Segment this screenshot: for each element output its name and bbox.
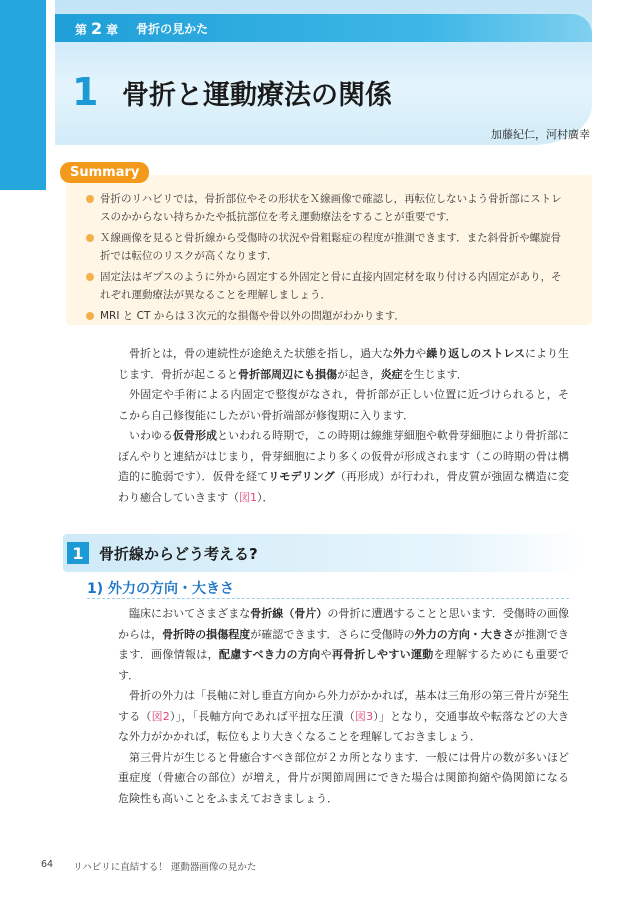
paragraph [118, 686, 569, 748]
bold-term: 骨折部周辺にも損傷 [238, 367, 338, 381]
text-run: が推測できます．画像情報は， [118, 627, 570, 661]
text-run: 臨床においてさまざまな [129, 607, 251, 620]
bold-term: リモデリング [268, 470, 335, 483]
text-run: や [415, 347, 427, 360]
text-run: が確認できます．さらに受傷時の [250, 627, 415, 641]
bullet-icon [86, 195, 94, 203]
subsection-divider [87, 598, 569, 599]
text-run: 骨折の外力は「長軸に対し垂直方向から外力がかかれば，基本は三角形の第三骨片が発生する（ [118, 689, 569, 723]
section-heading-title: 骨折線からどう考える? [99, 544, 258, 563]
text-run: ）」となり，交通事故や転落などの大きな外力がかかれば，転位もより大きくなることを理解しておきましょう． [118, 709, 570, 743]
section-number: 1 [72, 70, 99, 114]
chapter-prefix: 第 [75, 22, 88, 37]
bold-term: 外力の方向・大きさ [414, 627, 514, 641]
bold-term: 配慮すべき力の方向 [218, 648, 321, 661]
bullet-icon [86, 234, 94, 242]
section-heading-number: 1 [67, 542, 89, 564]
chapter-side-stripe [0, 0, 46, 190]
summary-item [86, 307, 571, 325]
bold-term: 再骨折しやすい運動 [331, 648, 434, 661]
figure-reference[interactable]: 図2 [151, 709, 170, 723]
authors: 加藤紀仁，河村廣幸 [491, 128, 590, 141]
summary-item [86, 268, 571, 304]
text-run: を理解するためにも重要です． [118, 648, 570, 682]
page-title [72, 70, 392, 114]
paragraph [118, 604, 569, 686]
chapter-bar [55, 14, 592, 42]
text-run: （再形成）が行われ，骨皮質が強固な構造に変わり癒合していきます（ [118, 470, 569, 504]
summary-item-text: 固定法はギプスのように外から固定する外固定と骨に直接内固定材を取り付ける内固定があり，それぞれ運動療法が異なることを理解しましょう． [100, 271, 562, 301]
section-heading [63, 534, 583, 572]
text-run: 骨折とは，骨の連続性が途絶えた状態を指し，過大な [129, 347, 394, 360]
text-run: いわゆる [129, 429, 174, 442]
summary-item-text: Ｘ線画像を見ると骨折線から受傷時の状況や骨粗鬆症の程度が推測できます．また斜骨折や螺旋骨折では転位のリスクが高くなります． [100, 232, 562, 262]
figure-reference[interactable]: 図1 [239, 490, 257, 504]
text-run: により生じます．骨折が起こると [118, 347, 570, 381]
bold-term: 骨折時の損傷程度 [162, 627, 251, 641]
bold-term: 繰り返しのストレス [426, 347, 525, 360]
bullet-icon [86, 273, 94, 281]
summary-item [86, 190, 571, 226]
bold-term: 外力 [393, 347, 416, 360]
summary-list [86, 190, 571, 328]
text-run: を生じます． [402, 367, 468, 381]
text-run: ）」，「長軸方向であれば平扭な圧潰（ [169, 709, 355, 723]
paragraph: 外固定や手術による内固定で整復がなされ，骨折部が正しい位置に近づけられると，そこから自己修復能にしたがい骨折端部が修復期に入ります． [118, 388, 569, 422]
summary-item-text: MRI と CT からは３次元的な損傷や骨以外の問題がわかります． [100, 310, 405, 322]
chapter-suffix: 章 [106, 22, 119, 37]
summary-tag: Summary [60, 162, 149, 183]
bold-term: 骨折線（骨片） [250, 607, 328, 620]
paragraph: 第三骨片が生じると骨癒合すべき部位が２カ所となります．一般には骨片の数が多いほど重症度（骨癒合の部位）が増え，骨片が関節周囲にできた場合は関節拘縮や偽関節になる危険性も高いことをふまえておきましょう． [118, 750, 569, 805]
section-title: 骨折と運動療法の関係 [122, 79, 392, 111]
chapter-title: 骨折の見かた [136, 21, 209, 36]
paragraph [118, 344, 569, 385]
subsection-title: 1) 外力の方向・大きさ [87, 581, 235, 597]
summary-item-text: 骨折のリハビリでは，骨折部位やその形状をＸ線画像で確認し，再転位しないよう骨折部にストレスのかからない持ちかたや抵抗部位を考え運動療法をすることが重要です． [100, 193, 562, 223]
figure-reference[interactable]: 図3 [354, 709, 374, 723]
page-footer [41, 859, 256, 873]
paragraph [118, 426, 569, 508]
bold-term: 仮骨形成 [173, 429, 218, 442]
text-run: が起き， [337, 367, 381, 381]
chapter-number: 2 [91, 18, 103, 38]
page-number: 64 [41, 859, 54, 870]
summary-item [86, 229, 571, 265]
text-run: といわれる時期で，この時期は線維芽細胞や軟骨芽細胞により骨折部にぼんやりと連結がはじまり，骨芽細胞により多くの仮骨が形成されます（この時期の骨は構造的に脆弱です）．仮骨を経て [118, 429, 570, 483]
intro-text [118, 344, 569, 508]
chapter-label [75, 19, 118, 38]
text-run: の骨折に遭遇することと思います．受傷時の画像からは， [118, 607, 570, 641]
bullet-icon [86, 312, 94, 320]
book-title: リハビリに直結する！ 運動器画像の見かた [73, 862, 257, 873]
text-run: や [320, 648, 332, 661]
bold-term: 炎症 [380, 367, 403, 381]
text-run: ）． [257, 490, 274, 504]
section1-text [118, 604, 569, 809]
